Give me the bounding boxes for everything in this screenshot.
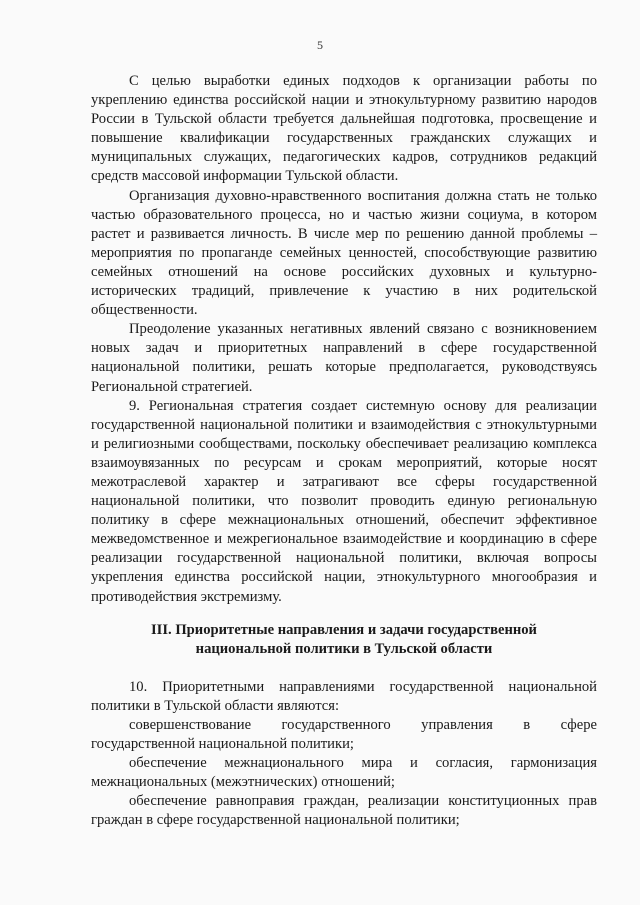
list-item-governance: совершенствование государственного управления в сфере государственной национальной политики; [91, 717, 597, 753]
page-number: 5 [317, 38, 323, 52]
paragraph-training: С целью выработки единых подходов к организации работы по укреплению единства российской нации и этнокультурному развитию народов России в Тульской области требуется дальнейшая подготовка, просвещение и повышение квалификации государственных гражданских служащих и муниципальных служащих, педагогических кадров, сотрудников редакций средств массовой информации Тульской области. [91, 73, 597, 185]
section-heading [91, 621, 597, 659]
list-item-interethnic-peace: обеспечение межнационального мира и согласия, гармонизация межнациональных (межэтнических) отношений; [91, 755, 597, 791]
document-body [91, 72, 597, 831]
section-heading-line-1: III. Приоритетные направления и задачи государственной [151, 621, 537, 638]
list-item-equal-rights: обеспечение равноправия граждан, реализации конституционных прав граждан в сфере государственной национальной политики; [91, 793, 597, 829]
paragraph-item-10: 10. Приоритетными направлениями государственной национальной политики в Тульской области являются: [91, 678, 597, 714]
paragraph-item-9: 9. Региональная стратегия создает системную основу для реализации государственной национальной политики и взаимодействия с этнокультурными и религиозными сообществами, поскольку обеспечивает реализацию комплекса взаимоувязанных по ресурсам и срокам мероприятий, которые носят межотраслевой характер и затрагивают все сферы государственной национальной политики, что позволит проводить единую региональную политику в сфере межнациональных отношений, обеспечит эффективное межведомственное и межрегиональное взаимодействие и координацию в сфере реализации государственной национальной политики, включая вопросы укрепления единства российской нации, этнокультурного многообразия и противодействия экстремизму. [91, 397, 597, 605]
section-heading-line-2: национальной политики в Тульской области [195, 640, 493, 657]
paragraph-spiritual-education: Организация духовно-нравственного воспитания должна стать не только частью образовательного процесса, но и частью жизни социума, в котором растет и развивается личность. В числе мер по решению данной проблемы – мероприятия по пропаганде семейных ценностей, способствующие развитию семейных отношений на основе российских духовных и культурно-исторических традиций, привлечение к участию в них родительской общественности. [91, 187, 597, 319]
paragraph-new-tasks: Преодоление указанных негативных явлений связано с возникновением новых задач и приоритетных направлений в сфере государственной национальной политики, решать которые предполагается, руководствуясь Региональной стратегией. [91, 321, 597, 395]
